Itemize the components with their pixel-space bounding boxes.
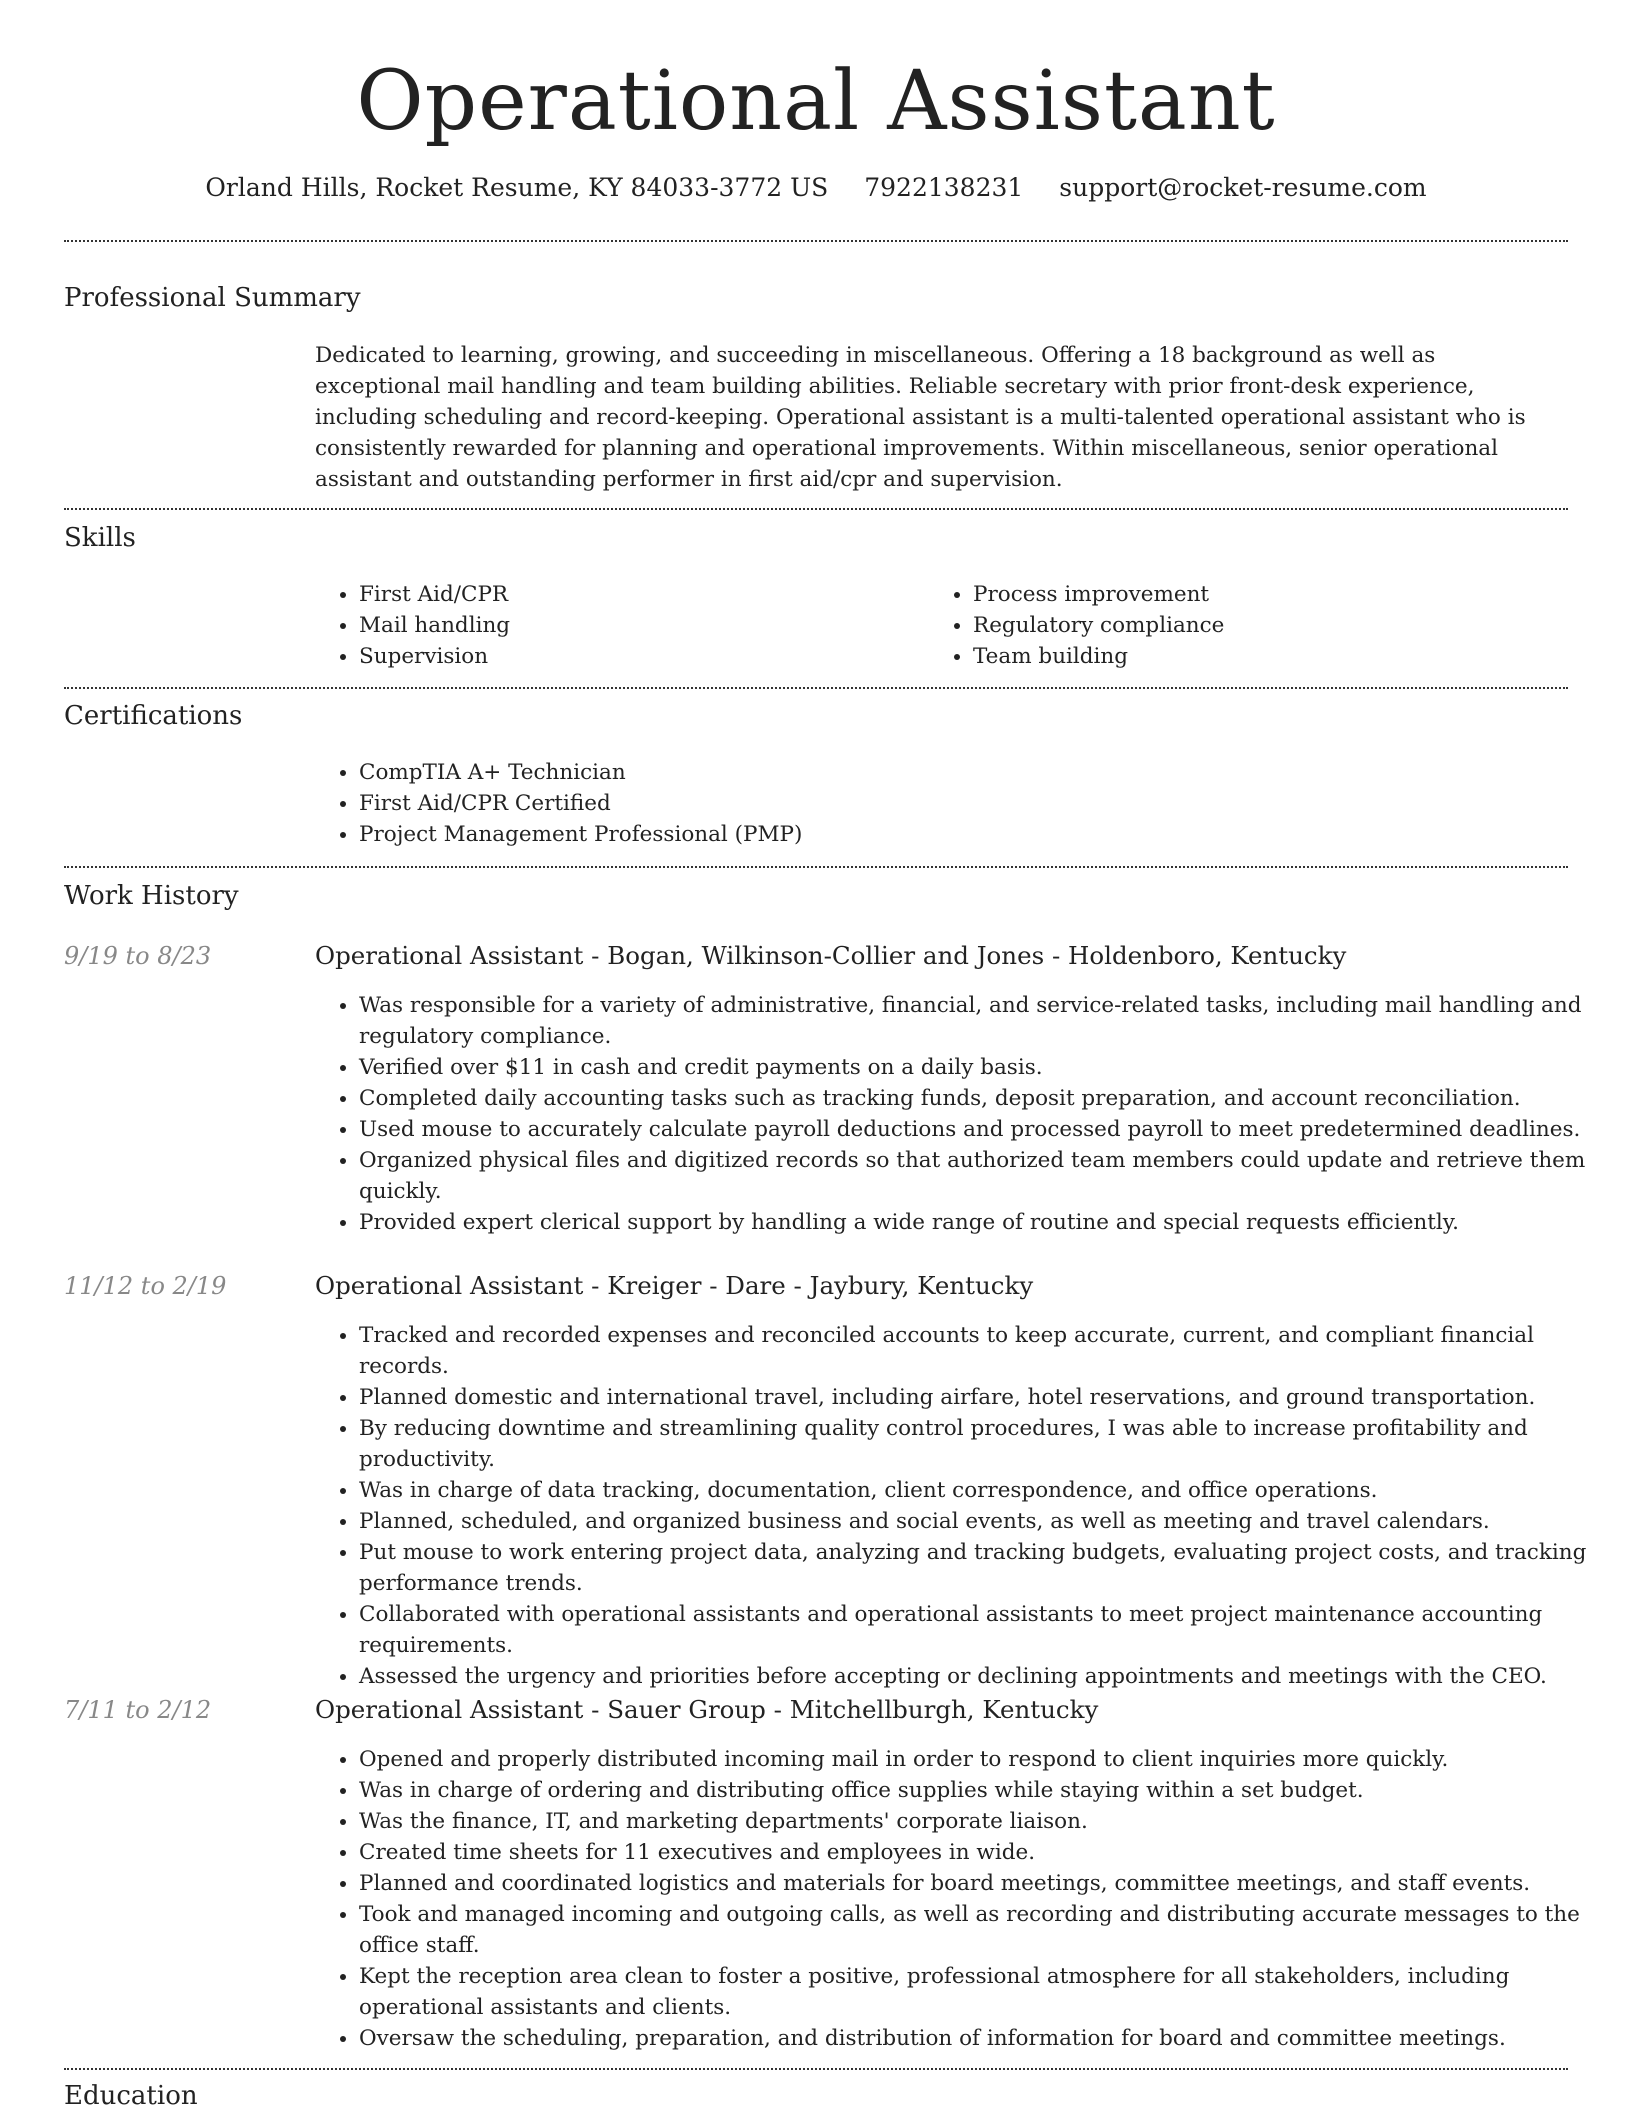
skill-item: • Supervision	[359, 641, 919, 672]
divider	[64, 240, 1568, 242]
job-bullet: • Provided expert clerical support by handling a wide range of routine and special requests efficiently.	[359, 1207, 1611, 1238]
job-bullets	[315, 1744, 1611, 2054]
job-bullet: • Was in charge of data tracking, documentation, client correspondence, and office operations.	[359, 1475, 1611, 1506]
job-bullet: • Tracked and recorded expenses and reconciled accounts to keep accurate, current, and compliant financial records.	[359, 1320, 1611, 1382]
job-bullet: • Completed daily accounting tasks such as tracking funds, deposit preparation, and account reconciliation.	[359, 1083, 1611, 1114]
job-bullets	[315, 1320, 1611, 1692]
contact-address: Orland Hills, Rocket Resume, KY 84033-3772 US	[205, 173, 829, 202]
skills-list-left	[315, 579, 919, 672]
divider	[64, 866, 1568, 868]
contact-line	[0, 170, 1632, 206]
job-bullet: • Used mouse to accurately calculate payroll deductions and processed payroll to meet predetermined deadlines.	[359, 1114, 1611, 1145]
job-bullet: • Organized physical files and digitized records so that authorized team members could update and retrieve them quickly.	[359, 1145, 1611, 1207]
job-bullet: • Created time sheets for 11 executives and employees in wide.	[359, 1837, 1611, 1868]
divider	[64, 508, 1568, 510]
section-title-education: Education	[64, 2081, 198, 2111]
job-bullet: • Was responsible for a variety of administrative, financial, and service-related tasks, including mail handling and regulatory compliance.	[359, 990, 1611, 1052]
job-dates: 7/11 to 2/12	[64, 1696, 212, 1724]
skill-item: • Mail handling	[359, 610, 919, 641]
job-bullet: • Took and managed incoming and outgoing calls, as well as recording and distributing accurate messages to the office staff.	[359, 1899, 1611, 1961]
job-title: Operational Assistant - Bogan, Wilkinson-Collier and Jones - Holdenboro, Kentucky	[315, 941, 1347, 970]
job-dates: 11/12 to 2/19	[64, 1272, 227, 1300]
job-bullet: • Collaborated with operational assistants and operational assistants to meet project maintenance accounting requirements.	[359, 1599, 1611, 1661]
summary-text: Dedicated to learning, growing, and succeeding in miscellaneous. Offering a 18 background as well as exceptional mail handling and team building abilities. Reliable secretary with prior front-desk experience, including scheduling and record-keeping. Operational assistant is a multi-talented operational assistant who is consistently rewarded for planning and operational improvements. Within miscellaneous, senior operational assistant and outstanding performer in first aid/cpr and supervision.	[315, 343, 1526, 492]
skill-item: • Regulatory compliance	[973, 610, 1573, 641]
job-bullet: • Verified over $11 in cash and credit payments on a daily basis.	[359, 1052, 1611, 1083]
job-bullet: • Put mouse to work entering project data, analyzing and tracking budgets, evaluating project costs, and tracking performance trends.	[359, 1537, 1611, 1599]
job-bullet: • Planned, scheduled, and organized business and social events, as well as meeting and travel calendars.	[359, 1506, 1611, 1537]
skill-item: • First Aid/CPR	[359, 579, 919, 610]
divider	[64, 2068, 1568, 2070]
job-bullet: • Planned and coordinated logistics and materials for board meetings, committee meetings, and staff events.	[359, 1868, 1611, 1899]
job-title: Operational Assistant - Sauer Group - Mitchellburgh, Kentucky	[315, 1695, 1099, 1724]
certifications-list	[315, 757, 1611, 850]
divider	[64, 687, 1568, 689]
section-title-certifications: Certifications	[64, 701, 243, 731]
section-title-work-history: Work History	[64, 881, 239, 911]
skills-list-right	[929, 579, 1573, 672]
job-bullet: • Opened and properly distributed incoming mail in order to respond to client inquiries more quickly.	[359, 1744, 1611, 1775]
job-title: Operational Assistant - Kreiger - Dare - Jaybury, Kentucky	[315, 1271, 1034, 1300]
job-dates: 9/19 to 8/23	[64, 942, 212, 970]
job-bullet: • Oversaw the scheduling, preparation, and distribution of information for board and committee meetings.	[359, 2023, 1611, 2054]
job-bullet: • By reducing downtime and streamlining quality control procedures, I was able to increase profitability and productivity.	[359, 1413, 1611, 1475]
skill-item: • Team building	[973, 641, 1573, 672]
candidate-name: Operational Assistant	[356, 54, 1276, 149]
contact-email: support@rocket-resume.com	[1059, 173, 1427, 202]
section-title-skills: Skills	[64, 523, 136, 553]
contact-phone: 7922138231	[864, 173, 1024, 202]
job-bullet: • Assessed the urgency and priorities before accepting or declining appointments and meetings with the CEO.	[359, 1661, 1611, 1692]
job-bullet: • Planned domestic and international travel, including airfare, hotel reservations, and ground transportation.	[359, 1382, 1611, 1413]
job-bullet: • Kept the reception area clean to foster a positive, professional atmosphere for all stakeholders, including operational assistants and clients.	[359, 1961, 1611, 2023]
job-bullet: • Was the finance, IT, and marketing departments' corporate liaison.	[359, 1806, 1611, 1837]
certification-item: • First Aid/CPR Certified	[359, 788, 1611, 819]
certification-item: • Project Management Professional (PMP)	[359, 819, 1611, 850]
certification-item: • CompTIA A+ Technician	[359, 757, 1611, 788]
skill-item: • Process improvement	[973, 579, 1573, 610]
section-title-summary: Professional Summary	[64, 283, 361, 313]
job-bullets	[315, 990, 1611, 1238]
job-bullet: • Was in charge of ordering and distributing office supplies while staying within a set budget.	[359, 1775, 1611, 1806]
